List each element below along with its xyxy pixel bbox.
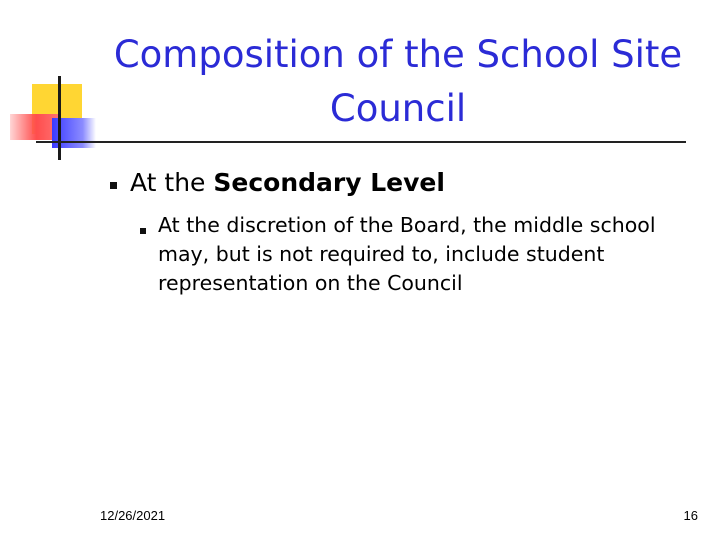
bullet-level-1-emphasis: Secondary Level <box>213 168 445 197</box>
bullet-level-2: At the discretion of the Board, the middle school may, but is not required to, include student representation on the Council <box>158 213 656 295</box>
footer-page-number: 16 <box>683 508 698 523</box>
square-bullet-icon <box>110 182 117 189</box>
bullet-level-1-prefix: At the <box>130 168 214 197</box>
square-bullet-icon <box>140 228 146 234</box>
slide-title-line-2: Council <box>329 87 467 130</box>
bullet-level-1 <box>130 166 445 200</box>
title-underline-rule <box>36 141 686 143</box>
vertical-rule <box>58 76 61 160</box>
red-square-decoration <box>10 114 58 140</box>
slide-title <box>90 28 706 136</box>
footer-date: 12/26/2021 <box>100 508 166 523</box>
slide-title-line-1: Composition of the School Site <box>113 33 683 76</box>
